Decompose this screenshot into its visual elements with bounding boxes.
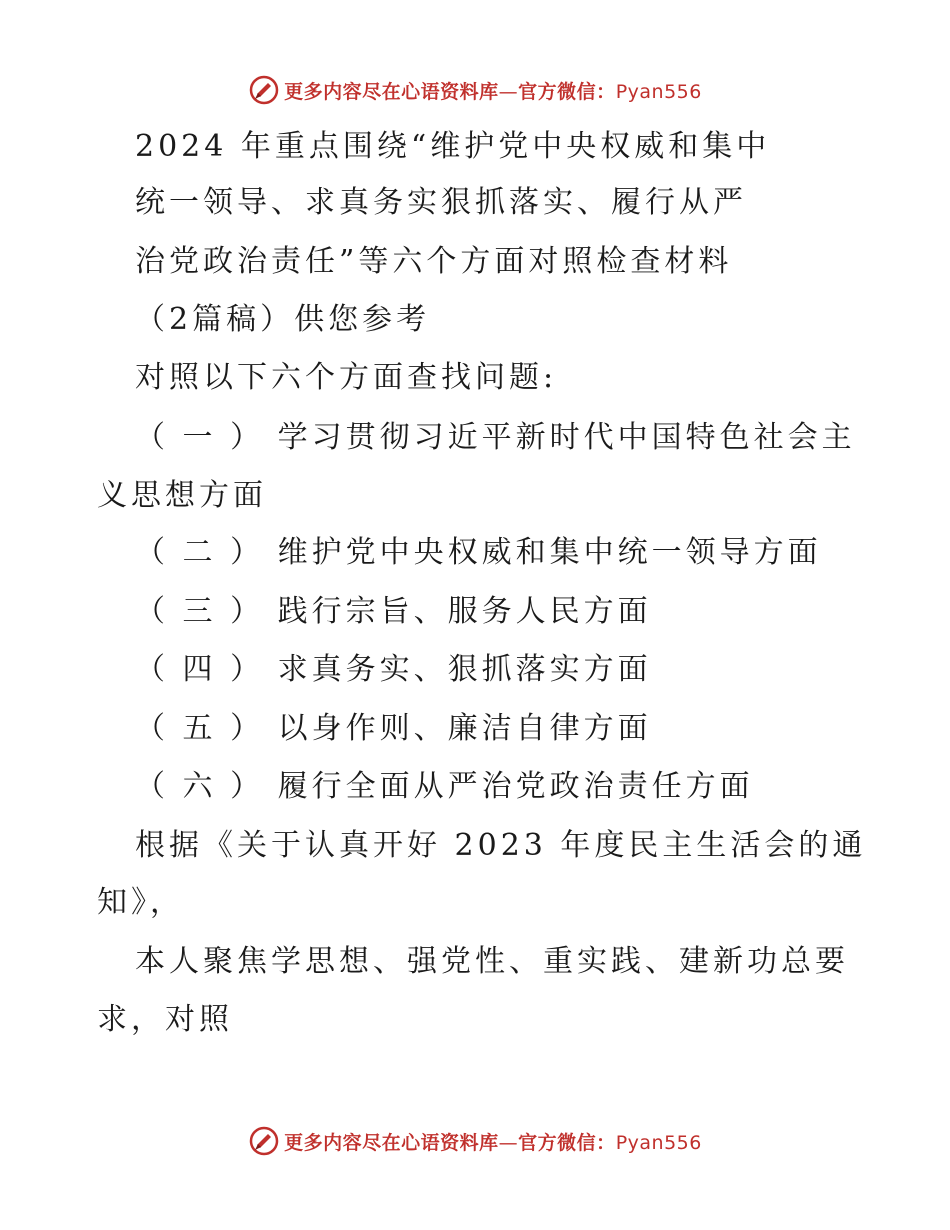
account-text: Pyan556 xyxy=(615,1131,702,1154)
official-text: 官方微信： xyxy=(518,1131,616,1154)
list-item-3: （ 三 ） 践行宗旨、服务人民方面 xyxy=(135,594,652,629)
list-item-1-continued: 义思想方面 xyxy=(97,478,267,513)
brand-logo-icon xyxy=(248,1125,280,1157)
footer-watermark xyxy=(0,1121,950,1161)
separator-text: — xyxy=(498,1131,519,1154)
separator-text: — xyxy=(498,80,519,103)
paragraph-2-line-2: 求，对照 xyxy=(97,1002,233,1037)
intro-text: 对照以下六个方面查找问题: xyxy=(135,360,558,395)
official-text: 官方微信： xyxy=(518,80,616,103)
header-watermark xyxy=(0,70,950,110)
brand-logo-icon xyxy=(248,74,280,106)
title-line-1: 2024 年重点围绕“维护党中央权威和集中 xyxy=(135,129,771,164)
list-item-6: （ 六 ） 履行全面从严治党政治责任方面 xyxy=(135,769,754,804)
account-text: Pyan556 xyxy=(615,80,702,103)
brand-text: 更多内容尽在心语资料库 xyxy=(284,1131,499,1154)
list-item-1: （ 一 ） 学习贯彻习近平新时代中国特色社会主 xyxy=(135,420,856,455)
title-line-4: （2篇稿）供您参考 xyxy=(135,302,431,337)
brand-text: 更多内容尽在心语资料库 xyxy=(284,80,499,103)
paragraph-1-line-2: 知》， xyxy=(97,885,184,920)
list-item-2: （ 二 ） 维护党中央权威和集中统一领导方面 xyxy=(135,535,822,570)
paragraph-2-line-1: 本人聚焦学思想、强党性、重实践、建新功总要 xyxy=(135,944,849,979)
paragraph-1-line-1: 根据《关于认真开好 2023 年度民主生活会的通 xyxy=(135,828,867,863)
list-item-5: （ 五 ） 以身作则、廉洁自律方面 xyxy=(135,711,652,746)
list-item-4: （ 四 ） 求真务实、狠抓落实方面 xyxy=(135,652,652,687)
title-line-2: 统一领导、求真务实狠抓落实、履行从严 xyxy=(135,185,747,220)
title-line-3: 治党政治责任”等六个方面对照检查材料 xyxy=(135,244,733,279)
